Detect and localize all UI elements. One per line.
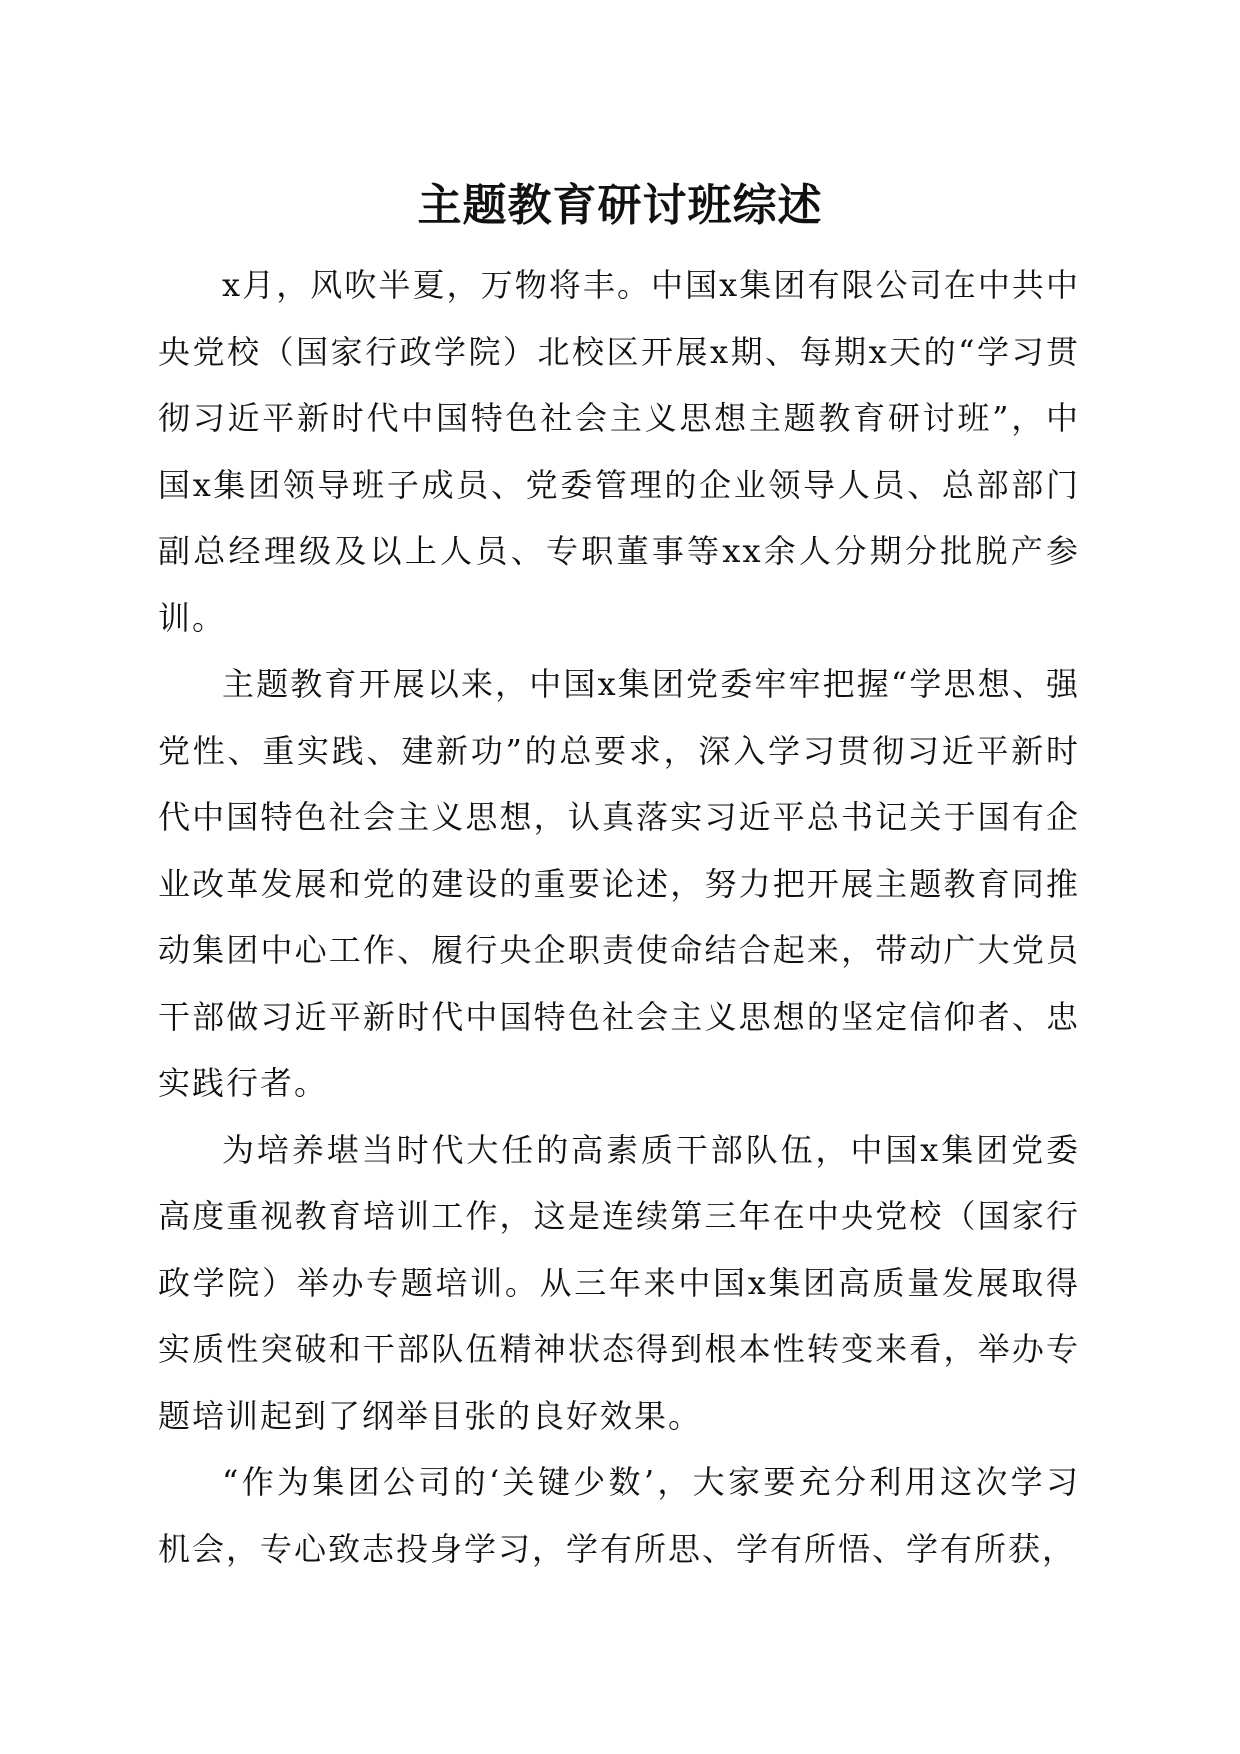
document-body [158,252,1080,1582]
paragraph: “作为集团公司的‘关键少数’，大家要充分利用这次学习机会，专心致志投身学习，学有所思、学有所悟、学有所获， [158,1463,1080,1568]
paragraph: 为培养堪当时代大任的高素质干部队伍，中国x集团党委高度重视教育培训工作，这是连续第三年在中央党校（国家行政学院）举办专题培训。从三年来中国x集团高质量发展取得实质性突破和干部队伍精神状态得到根本性转变来看，举办专题培训起到了纲举目张的良好效果。 [158,1130,1080,1435]
document-title: 主题教育研讨班综述 [417,180,823,231]
paragraph: x月，风吹半夏，万物将丰。中国x集团有限公司在中共中央党校（国家行政学院）北校区开展x期、每期x天的“学习贯彻习近平新时代中国特色社会主义思想主题教育研讨班”，中国x集团领导班子成员、党委管理的企业领导人员、总部部门副总经理级及以上人员、专职董事等xx余人分期分批脱产参训。 [158,266,1080,637]
paragraph: 主题教育开展以来，中国x集团党委牢牢把握“学思想、强党性、重实践、建新功”的总要求，深入学习贯彻习近平新时代中国特色社会主义思想，认真落实习近平总书记关于国有企业改革发展和党的建设的重要论述，努力把开展主题教育同推动集团中心工作、履行央企职责使命结合起来，带动广大党员干部做习近平新时代中国特色社会主义思想的坚定信仰者、忠实践行者。 [158,665,1080,1102]
